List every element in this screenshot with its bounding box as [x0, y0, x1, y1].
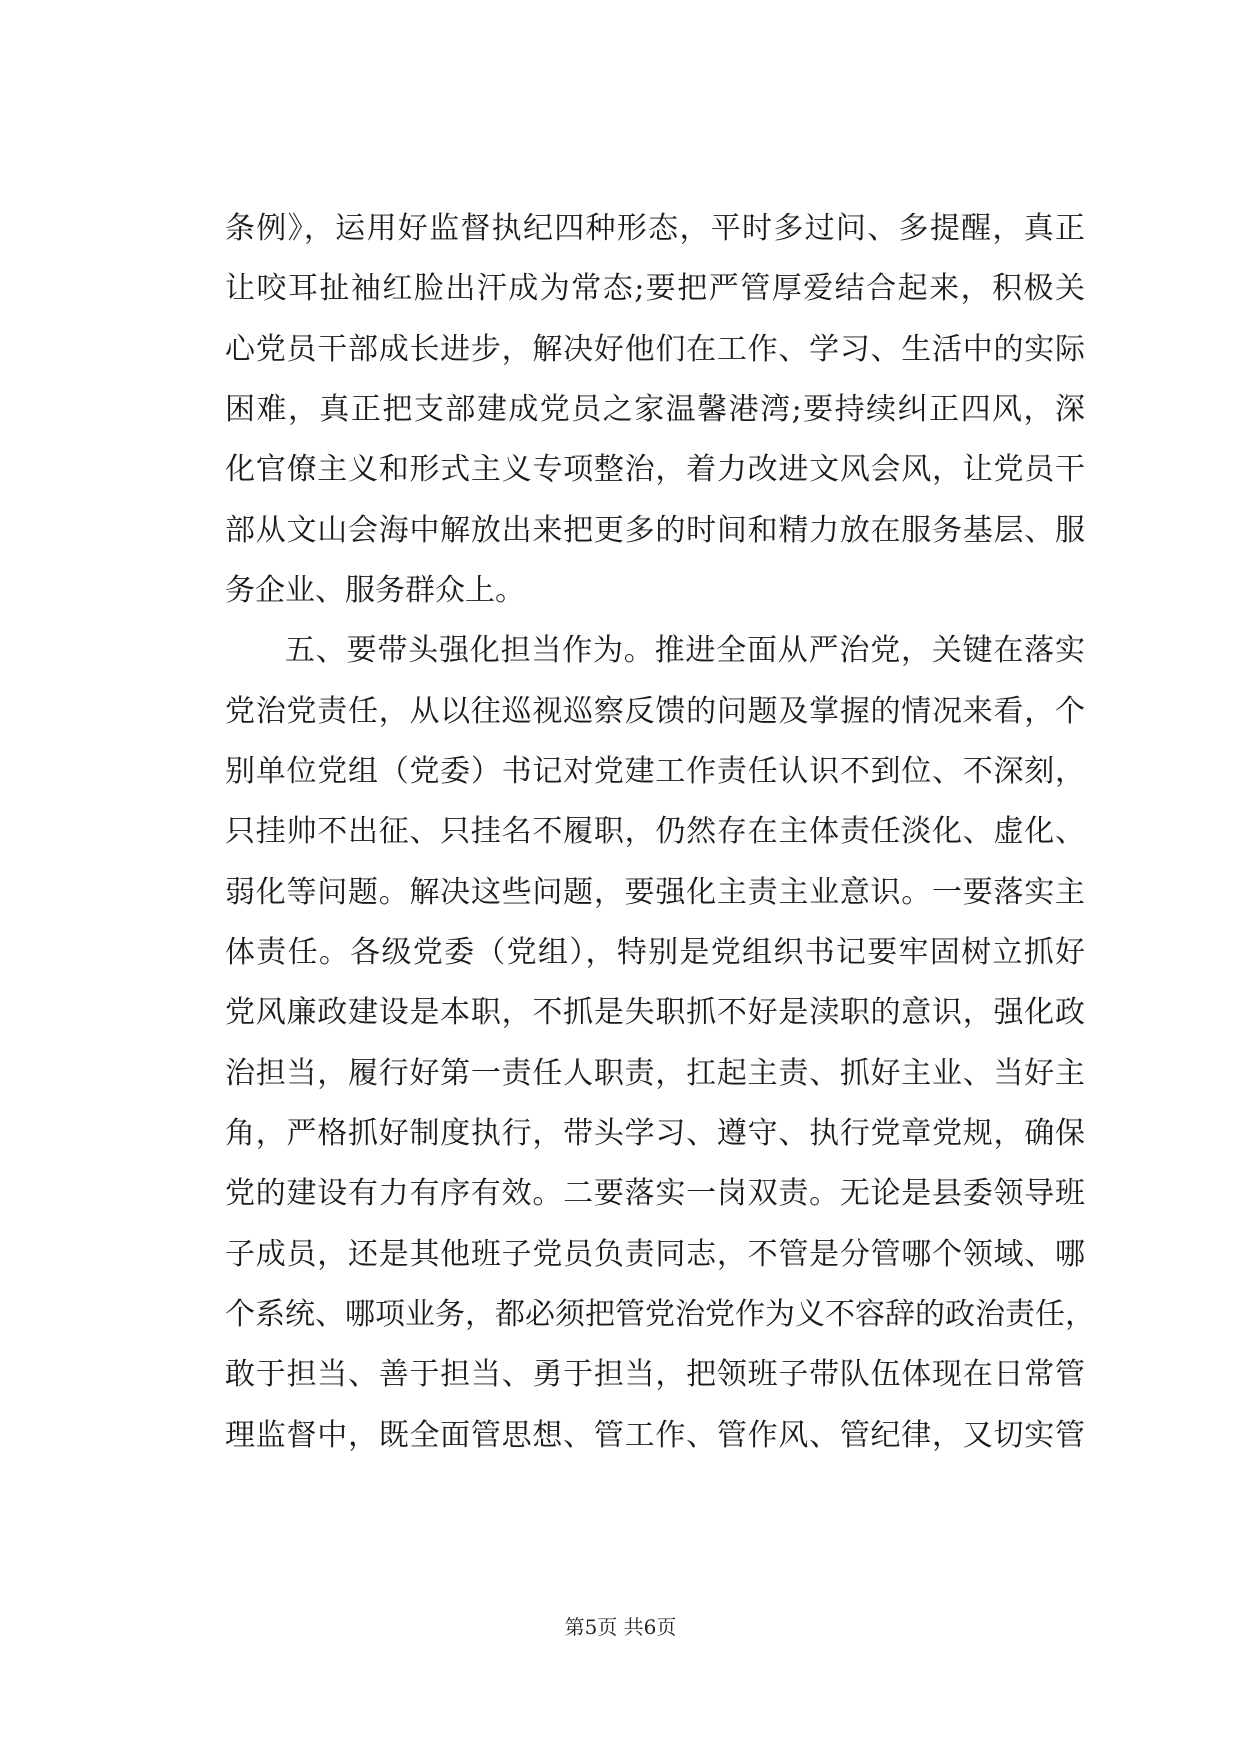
text-line: 党的建设有力有序有效。二要落实一岗双责。无论是县委领导班 [225, 1176, 1085, 1211]
text-line: 治担当，履行好第一责任人职责，扛起主责、抓好主业、当好主 [225, 1056, 1085, 1091]
text-line: 弱化等问题。解决这些问题，要强化主责主业意识。一要落实主 [225, 875, 1085, 910]
text-line: 角，严格抓好制度执行，带头学习、遵守、执行党章党规，确保 [225, 1116, 1085, 1151]
text-line: 只挂帅不出征、只挂名不履职，仍然存在主体责任淡化、虚化、 [225, 814, 1085, 849]
text-line: 子成员，还是其他班子党员负责同志，不管是分管哪个领域、哪 [225, 1237, 1085, 1272]
text-line: 别单位党组（党委）书记对党建工作责任认识不到位、不深刻， [225, 754, 1085, 789]
text-line: 务企业、服务群众上。 [225, 573, 525, 608]
text-line: 化官僚主义和形式主义专项整治，着力改进文风会风，让党员干 [225, 452, 1085, 487]
text-line: 理监督中，既全面管思想、管工作、管作风、管纪律，又切实管 [225, 1418, 1085, 1453]
text-line: 敢于担当、善于担当、勇于担当，把领班子带队伍体现在日常管 [225, 1357, 1085, 1392]
paragraph-first-line: 五、要带头强化担当作为。推进全面从严治党，关键在落实 [285, 633, 1085, 668]
text-line: 党风廉政建设是本职，不抓是失职抓不好是渎职的意识，强化政 [225, 995, 1085, 1030]
text-line: 条例》，运用好监督执纪四种形态，平时多过问、多提醒，真正 [225, 211, 1085, 246]
page-number-footer: 第5页 共6页 [564, 1615, 677, 1639]
text-line: 困难，真正把支部建成党员之家温馨港湾;要持续纠正四风，深 [225, 392, 1085, 427]
text-line: 体责任。各级党委（党组），特别是党组织书记要牢固树立抓好 [225, 935, 1085, 970]
text-line: 部从文山会海中解放出来把更多的时间和精力放在服务基层、服 [225, 513, 1085, 548]
text-line: 个系统、哪项业务，都必须把管党治党作为义不容辞的政治责任， [225, 1297, 1095, 1332]
text-line: 心党员干部成长进步，解决好他们在工作、学习、生活中的实际 [225, 332, 1085, 367]
text-line: 党治党责任，从以往巡视巡察反馈的问题及掌握的情况来看，个 [225, 694, 1085, 729]
text-line: 让咬耳扯袖红脸出汗成为常态;要把严管厚爱结合起来，积极关 [225, 271, 1085, 306]
